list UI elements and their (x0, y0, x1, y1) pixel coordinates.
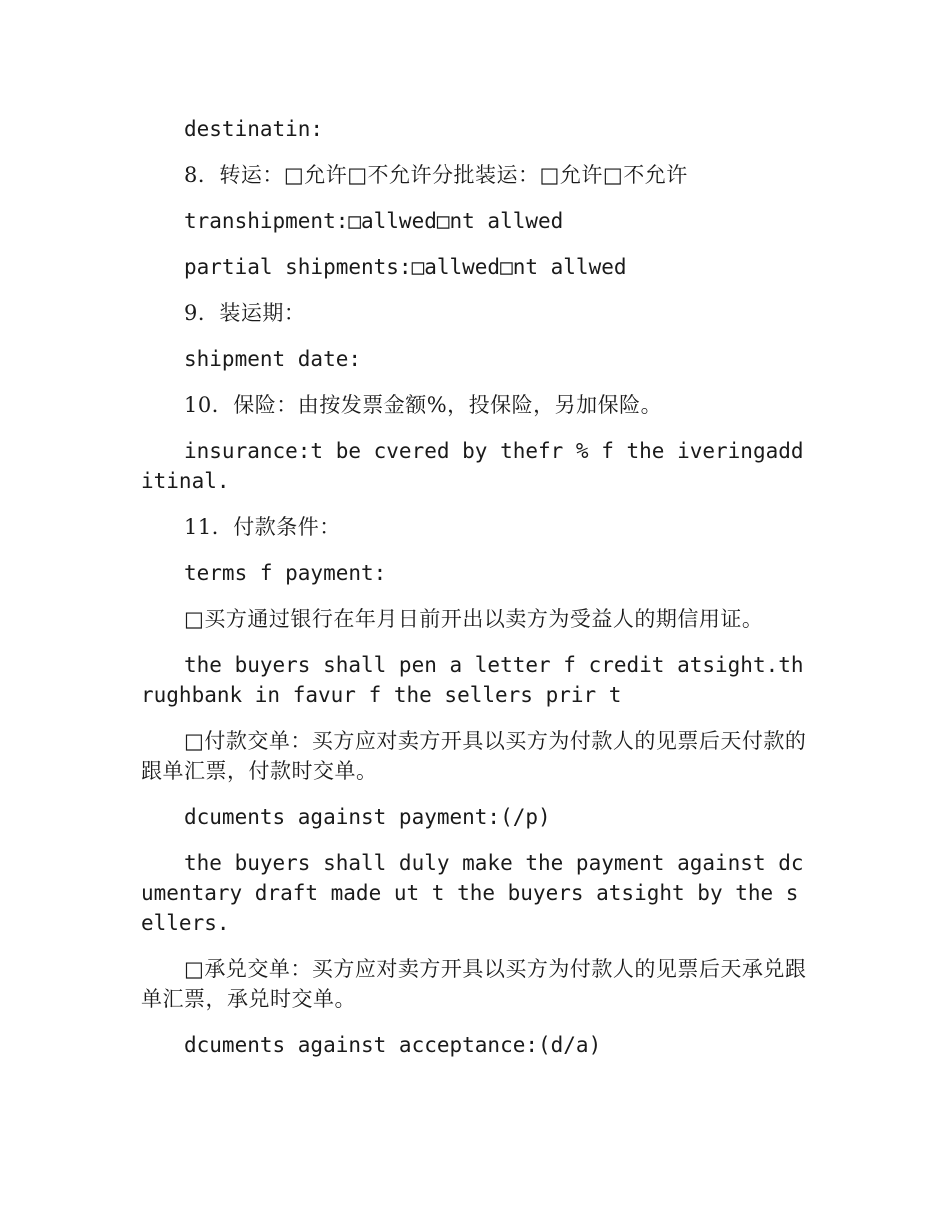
paragraph-insurance-cn: 10．保险：由按发票金额%，投保险，另加保险。 (184, 393, 663, 417)
paragraph-documents-against-payment-en: the buyers shall duly make the payment against dcumentary draft made ut t the buyers atsight by the sellers. (141, 851, 804, 935)
paragraph-shipment-date-cn: 9．装运期： (184, 301, 306, 325)
paragraph-documents-against-payment-cn: □付款交单：买方应对卖方开具以买方为付款人的见票后天付款的跟单汇票，付款时交单。 (141, 729, 807, 783)
paragraph-partial-shipments-en: partial shipments:□allwed□nt allwed (184, 255, 627, 279)
paragraph-shipment-date-en: shipment date: (184, 347, 362, 371)
paragraph-documents-against-acceptance-label: dcuments against acceptance:(d/a) (184, 1033, 602, 1057)
paragraph-payment-terms-en: terms f payment: (184, 561, 387, 585)
paragraph-destination-label: destinatin: (184, 117, 324, 141)
paragraph-transhipment-cn: 8．转运：□允许□不允许分批装运：□允许□不允许 (184, 163, 688, 187)
paragraph-payment-terms-cn: 11．付款条件： (184, 515, 341, 539)
paragraph-insurance-en: insurance:t be cvered by thefr % f the iveringadditinal. (141, 439, 804, 493)
document-body (141, 114, 811, 1076)
paragraph-letter-of-credit-en: the buyers shall pen a letter f credit atsight.thrughbank in favur f the sellers prir t (141, 653, 804, 707)
paragraph-letter-of-credit-cn: □买方通过银行在年月日前开出以卖方为受益人的期信用证。 (184, 607, 764, 631)
paragraph-transhipment-en: transhipment:□allwed□nt allwed (184, 209, 564, 233)
paragraph-documents-against-acceptance-cn: □承兑交单：买方应对卖方开具以买方为付款人的见票后天承兑跟单汇票，承兑时交单。 (141, 957, 807, 1011)
paragraph-documents-against-payment-label: dcuments against payment:(/p) (184, 805, 551, 829)
